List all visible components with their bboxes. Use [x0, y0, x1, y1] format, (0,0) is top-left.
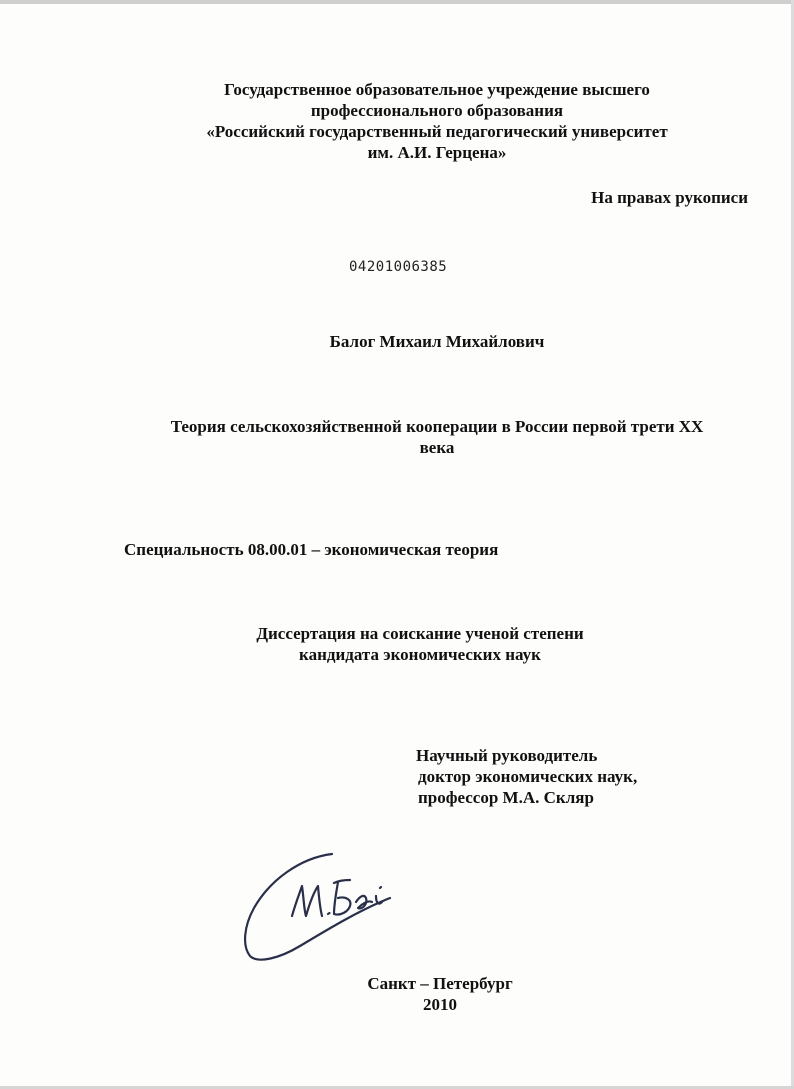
- scan-edge-top: [0, 0, 794, 4]
- institution-line-4: им. А.И. Герцена»: [367, 143, 507, 162]
- city: Санкт – Петербург: [367, 974, 513, 993]
- supervisor-line-3: профессор М.А. Скляр: [418, 788, 594, 807]
- specialty: Специальность 08.00.01 – экономическая теория: [124, 540, 499, 559]
- title-line-2: века: [419, 438, 455, 457]
- year: 2010: [423, 995, 457, 1014]
- inventory-number: 04201006385: [349, 259, 448, 275]
- supervisor-block: [416, 745, 637, 808]
- institution-line-1: Государственное образовательное учреждение высшего: [224, 80, 650, 99]
- institution-header: [40, 79, 794, 163]
- title-line-1: Теория сельскохозяйственной кооперации в России первой трети XX: [170, 417, 704, 436]
- supervisor-line-2: доктор экономических наук,: [418, 767, 638, 786]
- dissertation-title: [40, 416, 794, 458]
- signature-icon: [240, 850, 410, 970]
- author-name: Балог Михаил Михайлович: [329, 332, 545, 351]
- city-year-block: [340, 973, 540, 1015]
- degree-line-1: Диссертация на соискание ученой степени: [256, 624, 584, 643]
- institution-line-3: «Российский государственный педагогический университет: [206, 122, 668, 141]
- supervisor-line-1: Научный руководитель: [416, 746, 598, 765]
- institution-line-2: профессионального образования: [310, 101, 564, 120]
- degree-line-2: кандидата экономических наук: [299, 645, 541, 664]
- degree-statement: [0, 623, 794, 665]
- rights-note: На правах рукописи: [591, 188, 748, 207]
